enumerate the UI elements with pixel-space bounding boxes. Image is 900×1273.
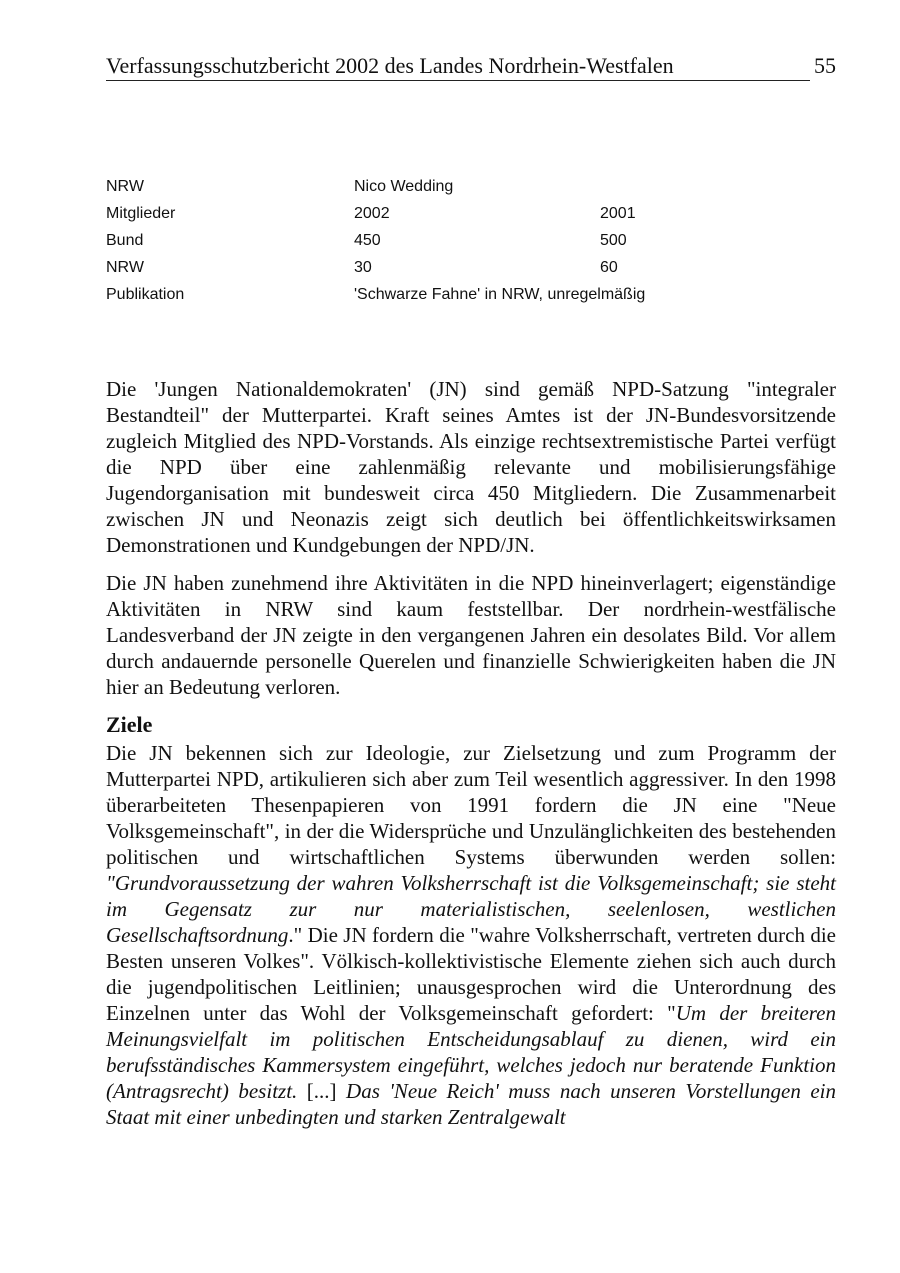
row-value: 'Schwarze Fahne' in NRW, unregelmäßig <box>354 286 646 303</box>
table-row <box>106 281 746 308</box>
italic-quote: Das 'Neue Reich' muss nach unseren Vorstellungen ein Staat mit einer unbedingten und starken Zentralgewalt <box>106 1079 836 1129</box>
header-divider <box>106 80 810 81</box>
page-number: 55 <box>814 53 836 78</box>
page-header <box>106 52 836 82</box>
row-label: Bund <box>106 232 144 249</box>
table-row <box>106 254 746 281</box>
table-row <box>106 227 746 254</box>
organization-info-table <box>106 173 746 308</box>
omission-marker: [...] <box>297 1079 347 1103</box>
row-value: 30 <box>354 259 372 276</box>
italic-quote: Um der breiteren Meinungsvielfalt im politischen Entscheidungsablauf zu dienen, wird ein berufsständisches Kammersystem eingeführt, welches jedoch nur beratende Funktion (Antragsrecht) besitzt. <box>106 1001 836 1103</box>
row-value: 60 <box>600 259 618 276</box>
body-paragraph: Die 'Jungen Nationaldemokraten' (JN) sind gemäß NPD-Satzung "integraler Bestandteil" der Mutterpartei. Kraft seines Amtes ist der JN-Bundesvorsitzende zugleich Mitglied des NPD-Vorstands. Als einzige rechtsextremistische Partei verfügt die NPD über eine zahlenmäßig relevante und mobilisierungsfähige Jugendorganisation mit bundesweit circa 450 Mitgliedern. Die Zusammenarbeit zwischen JN und Neonazis zeigt sich deutlich bei öffentlichkeitswirksamen Demonstrationen und Kundgebungen der NPD/JN. <box>106 377 836 557</box>
row-value: 500 <box>600 232 627 249</box>
paragraph-text: Die JN bekennen sich zur Ideologie, zur Zielsetzung und zum Programm der Mutterpartei NPD, artikulieren sich aber zum Teil wesentlich aggressiver. In den 1998 überarbeiteten Thesenpapieren von 1991 fordern die JN eine "Neue Volksgemeinschaft", in der die Widersprüche und Unzulänglichkeiten des bestehenden politischen und wirtschaftlichen Systems überwunden werden sollen: <box>106 741 836 869</box>
table-row <box>106 200 746 227</box>
report-title: Verfassungsschutzbericht 2002 des Landes Nordrhein-Westfalen <box>106 53 674 78</box>
body-paragraph: Die JN haben zunehmend ihre Aktivitäten in die NPD hineinverlagert; eigenständige Aktivitäten in NRW sind kaum feststellbar. Der nordrhein-westfälische Landesverband der JN zeigte in den vergangenen Jahren ein desolates Bild. Vor allem durch andauernde personelle Querelen und finanzielle Schwierigkeiten haben die JN hier an Bedeutung verloren. <box>106 571 836 699</box>
row-value: 2001 <box>600 205 636 222</box>
row-value: 450 <box>354 232 381 249</box>
row-value: Nico Wedding <box>354 178 454 195</box>
table-row <box>106 173 746 200</box>
body-paragraph <box>106 740 836 1130</box>
report-body <box>106 376 836 1142</box>
row-label: NRW <box>106 259 144 276</box>
row-label: Publikation <box>106 286 185 303</box>
italic-quote: "Grundvoraussetzung der wahren Volksherrschaft ist die Volksgemeinschaft; sie steht im Gegensatz zur nur materialistischen, seelenlosen, westlichen Gesellschaftsordnung <box>106 871 836 947</box>
row-value: 2002 <box>354 205 390 222</box>
section-heading: Ziele <box>106 712 153 737</box>
paragraph-text: ." Die JN fordern die "wahre Volksherrschaft, vertreten durch die Besten unseren Volkes". Völkisch-kollektivistische Elemente ziehen sich auch durch die jugendpolitischen Leitlinien; unausgesprochen wird die Unterordnung des Einzelnen unter das Wohl der Volksgemeinschaft gefordert: " <box>106 923 836 1025</box>
row-label: NRW <box>106 178 144 195</box>
row-label: Mitglieder <box>106 205 176 222</box>
